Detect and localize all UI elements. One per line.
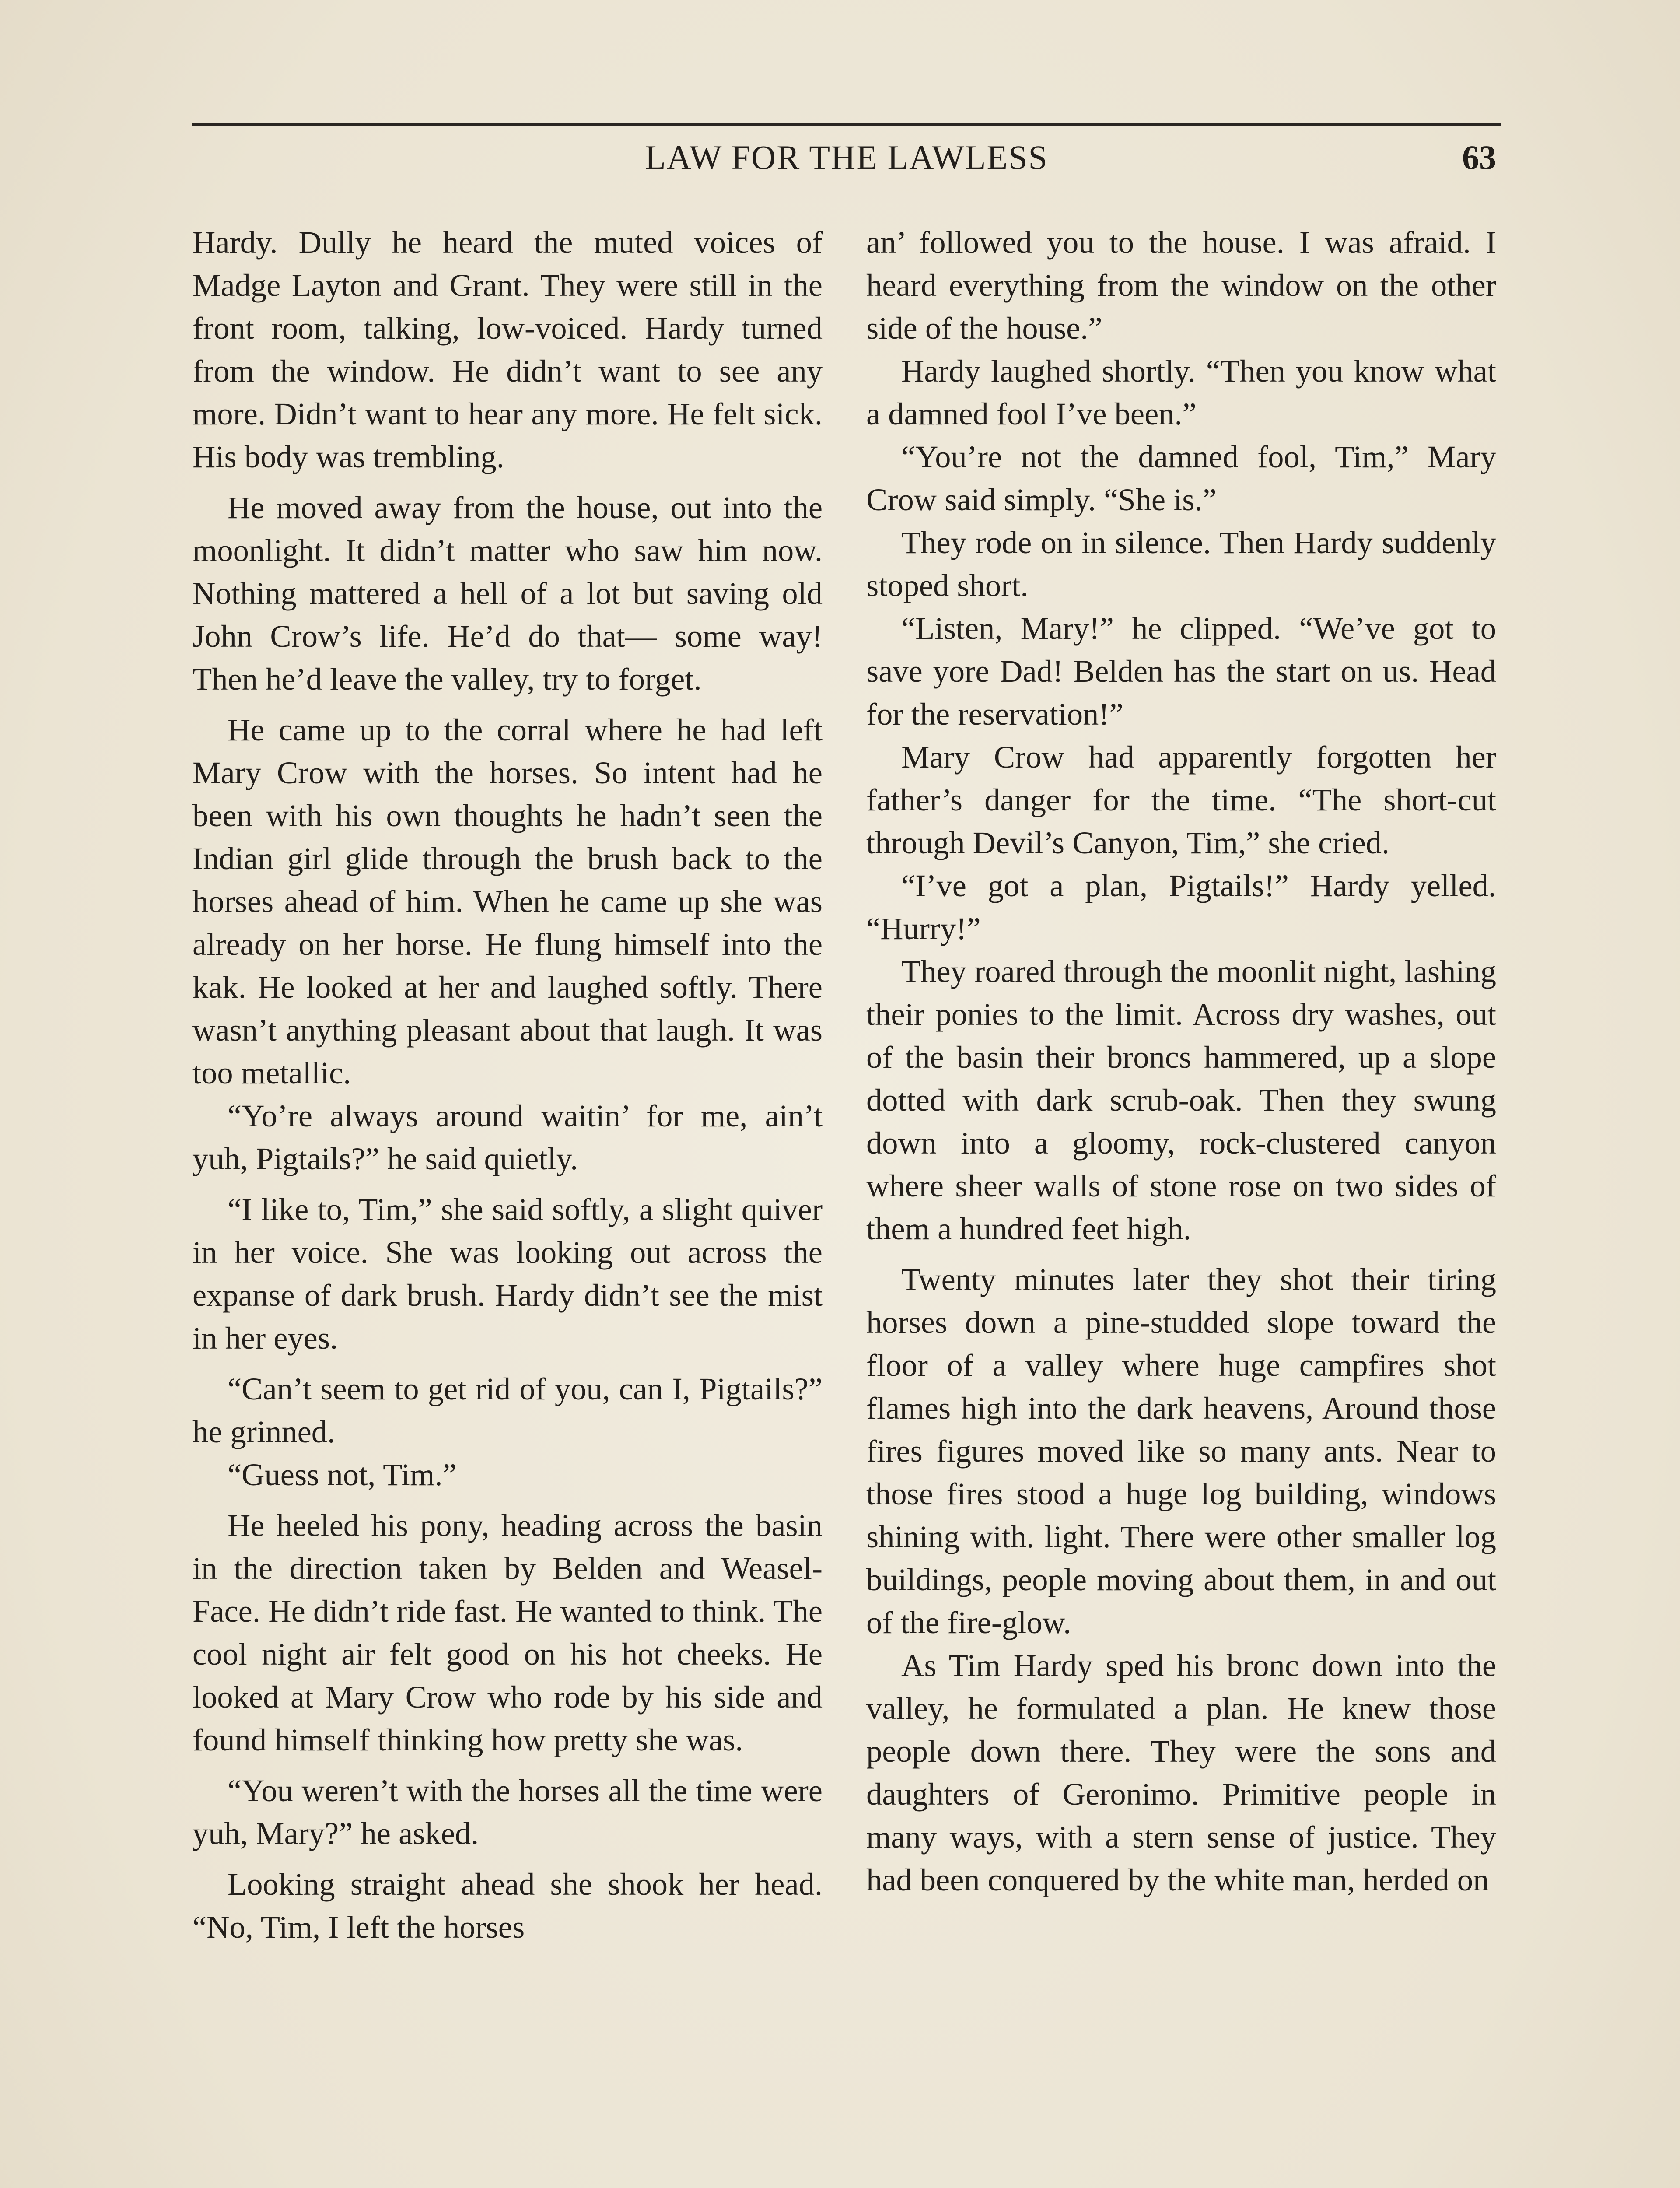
- page-number: 63: [1462, 138, 1496, 176]
- paragraph: He came up to the corral where he had left Mary Crow with the horses. So intent had he been with his own thoughts he hadn’t seen the Indian girl glide through the brush back to the horses ahead of him. When he came up she was already on her horse. He flung himself into the kak. He looked at her and laughed softly. There wasn’t anything pleasant about that laugh. It was too metallic.: [192, 712, 822, 1090]
- paragraph: Looking straight ahead she shook her head. “No, Tim, I left the horses: [192, 1866, 822, 1945]
- paragraph: He moved away from the house, out into the moonlight. It didn’t matter who saw him now. Nothing mattered a hell of a lot but saving old John Crow’s life. He’d do that— some way! Then he’d leave the valley, try to forget.: [192, 490, 822, 697]
- header-rule: [192, 123, 1501, 126]
- paragraph: “Listen, Mary!” he clipped. “We’ve got to save yore Dad! Belden has the start on us. Head for the reservation!”: [866, 610, 1496, 732]
- paragraph: “I’ve got a plan, Pigtails!” Hardy yelled. “Hurry!”: [866, 868, 1496, 946]
- page-header: [192, 133, 1501, 182]
- paragraph: Mary Crow had apparently forgotten her father’s danger for the time. “The short-cut through Devil’s Canyon, Tim,” she cried.: [866, 739, 1496, 860]
- paragraph: Hardy. Dully he heard the muted voices of Madge Layton and Grant. They were still in the front room, talking, low-voiced. Hardy turned from the window. He didn’t want to see any more. Didn’t want to hear any more. He felt sick. His body was trembling.: [192, 224, 822, 474]
- paragraph: Twenty minutes later they shot their tiring horses down a pine-studded slope toward the floor of a valley where huge campfires shot flames high into the dark heavens, Around those fires figures moved like so many ants. Near to those fires stood a huge log building, windows shining with. light. There were other smaller log buildings, people moving about them, in and out of the fire-glow.: [866, 1262, 1496, 1640]
- paragraph: Hardy laughed shortly. “Then you know what a damned fool I’ve been.”: [866, 353, 1496, 431]
- paragraph: “Yo’re always around waitin’ for me, ain’t yuh, Pigtails?” he said quietly.: [192, 1098, 822, 1176]
- running-title: LAW FOR THE LAWLESS: [645, 138, 1048, 176]
- paragraph: “You weren’t with the horses all the time were yuh, Mary?” he asked.: [192, 1773, 822, 1851]
- right-column: [866, 221, 1496, 2188]
- paragraph: As Tim Hardy sped his bronc down into the valley, he formulated a plan. He knew those people down there. They were the sons and daughters of Geronimo. Primitive people in many ways, with a stern sense of justice. They had been conquered by the white man, herded on: [866, 1648, 1496, 1897]
- paragraph: “I like to, Tim,” she said softly, a slight quiver in her voice. She was looking out across the expanse of dark brush. Hardy didn’t see the mist in her eyes.: [192, 1192, 822, 1356]
- paragraph: They roared through the moonlit night, lashing their ponies to the limit. Across dry washes, out of the basin their broncs hammered, up a slope dotted with dark scrub-oak. Then they swung down into a gloomy, rock-clustered canyon where sheer walls of stone rose on two sides of them a hundred feet high.: [866, 954, 1496, 1246]
- paragraph: “Can’t seem to get rid of you, can I, Pigtails?” he grinned.: [192, 1371, 822, 1449]
- paragraph: He heeled his pony, heading across the basin in the direction taken by Belden and Weasel-Face. He didn’t ride fast. He wanted to think. The cool night air felt good on his hot cheeks. He looked at Mary Crow who rode by his side and found himself thinking how pretty she was.: [192, 1508, 822, 1757]
- paragraph: “You’re not the damned fool, Tim,” Mary Crow said simply. “She is.”: [866, 439, 1496, 517]
- paragraph: They rode on in silence. Then Hardy suddenly stoped short.: [866, 525, 1496, 603]
- paragraph: an’ followed you to the house. I was afraid. I heard everything from the window on the other side of the house.”: [866, 224, 1496, 346]
- left-column: [192, 221, 822, 2188]
- paragraph: “Guess not, Tim.”: [228, 1457, 457, 1492]
